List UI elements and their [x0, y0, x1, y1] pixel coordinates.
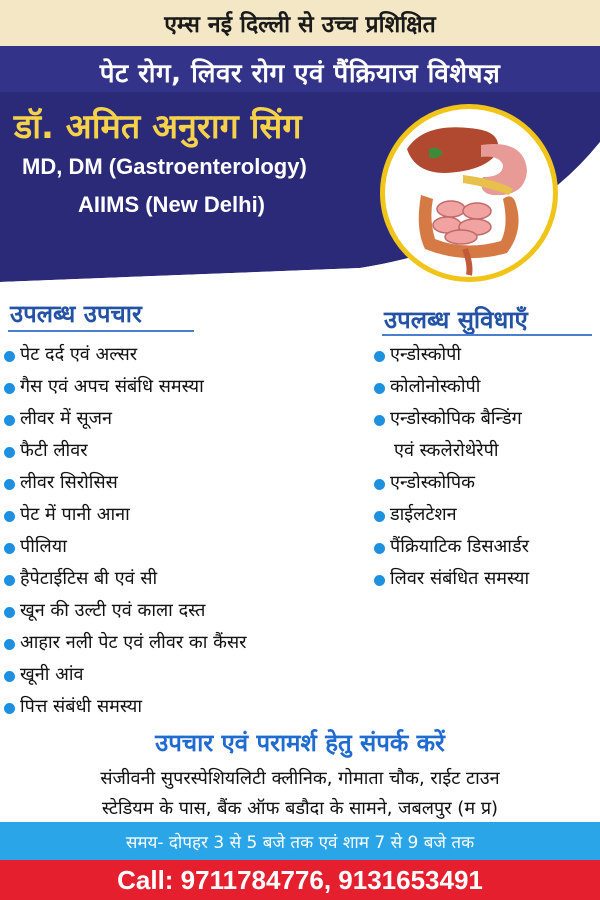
list-item: लीवर में सूजन — [4, 403, 247, 435]
top-banner — [0, 0, 600, 46]
list-item: खूनी आंव — [4, 659, 247, 691]
clinic-address — [0, 764, 600, 824]
timing-text: समय- दोपहर 3 से 5 बजे तक एवं शाम 7 से 9 बजे तक — [125, 832, 475, 853]
list-item: पेट दर्द एवं अल्सर — [4, 339, 247, 371]
list-item: कोलोनोस्कोपी — [374, 371, 529, 403]
list-item-continuation: एवं स्कलेरोथेरेपी — [394, 440, 499, 461]
timing-bar — [0, 822, 600, 860]
list-item: फैटी लीवर — [4, 435, 247, 467]
specialty-title: पेट रोग, लिवर रोग एवं पैंक्रियाज विशेषज्ञ — [99, 59, 501, 89]
list-item: लीवर सिरोसिस — [4, 467, 247, 499]
list-item: एन्डोस्कोपी — [374, 339, 529, 371]
doctor-name: डॉ. अमित अनुराग सिंग — [14, 107, 302, 147]
top-banner-text: एम्स नई दिल्ली से उच्च प्रशिक्षित — [164, 12, 436, 38]
list-item: पीलिया — [4, 531, 247, 563]
list-item: हैपेटाईटिस बी एवं सी — [4, 563, 247, 595]
bullet-icon — [4, 671, 15, 682]
list-item: डाईलटेशन — [374, 499, 529, 531]
bullet-icon — [374, 479, 385, 490]
phone-numbers[interactable]: Call: 9711784776, 9131653491 — [117, 864, 483, 895]
doctor-institute: AIIMS (New Delhi) — [78, 192, 266, 217]
bullet-icon — [4, 351, 15, 362]
list-item: पैंक्रियाटिक डिसआर्डर — [374, 531, 529, 563]
bullet-icon — [4, 607, 15, 618]
bullet-icon — [4, 543, 15, 554]
list-item: पित्त संबंधी समस्या — [4, 691, 247, 723]
bullet-icon — [374, 543, 385, 554]
treatments-divider — [8, 330, 194, 332]
doctor-degree: MD, DM (Gastroenterology) — [22, 154, 307, 179]
list-item: पेट में पानी आना — [4, 499, 247, 531]
bullet-icon — [4, 703, 15, 714]
bullet-icon — [4, 575, 15, 586]
contact-title: उपचार एवं परामर्श हेतु संपर्क करें — [155, 729, 445, 757]
treatments-title: उपलब्ध उपचार — [10, 300, 142, 328]
digestive-organs-icon — [385, 109, 553, 277]
bullet-icon — [374, 383, 385, 394]
list-item: एन्डोस्कोपिक बैन्डिंग — [374, 403, 529, 435]
address-line-1: संजीवनी सुपरस्पेशियलिटी क्लीनिक, गोमाता चौक, राईट टाउन — [100, 768, 500, 789]
bullet-icon — [374, 511, 385, 522]
bullet-icon — [4, 639, 15, 650]
list-item: गैस एवं अपच संबंधि समस्या — [4, 371, 247, 403]
bullet-icon — [374, 415, 385, 426]
bullet-icon — [4, 447, 15, 458]
digestive-system-illustration — [380, 104, 558, 282]
list-item: खून की उल्टी एवं काला दस्त — [4, 595, 247, 627]
bullet-icon — [374, 575, 385, 586]
bullet-icon — [4, 383, 15, 394]
header-section — [0, 46, 600, 286]
facilities-divider — [382, 334, 592, 336]
treatments-list — [4, 339, 247, 723]
list-item: एन्डोस्कोपिक — [374, 467, 529, 499]
bullet-icon — [374, 351, 385, 362]
bullet-icon — [4, 511, 15, 522]
address-line-2: स्टेडियम के पास, बैंक ऑफ बडौदा के सामने, जबलपुर (म प्र) — [101, 798, 499, 819]
list-item: लिवर संबंधित समस्या — [374, 563, 529, 595]
call-bar — [0, 860, 600, 900]
facilities-list — [374, 339, 529, 595]
bullet-icon — [4, 415, 15, 426]
facilities-title: उपलब्ध सुविधाएँ — [384, 306, 528, 334]
list-item: आहार नली पेट एवं लीवर का कैंसर — [4, 627, 247, 659]
bullet-icon — [4, 479, 15, 490]
